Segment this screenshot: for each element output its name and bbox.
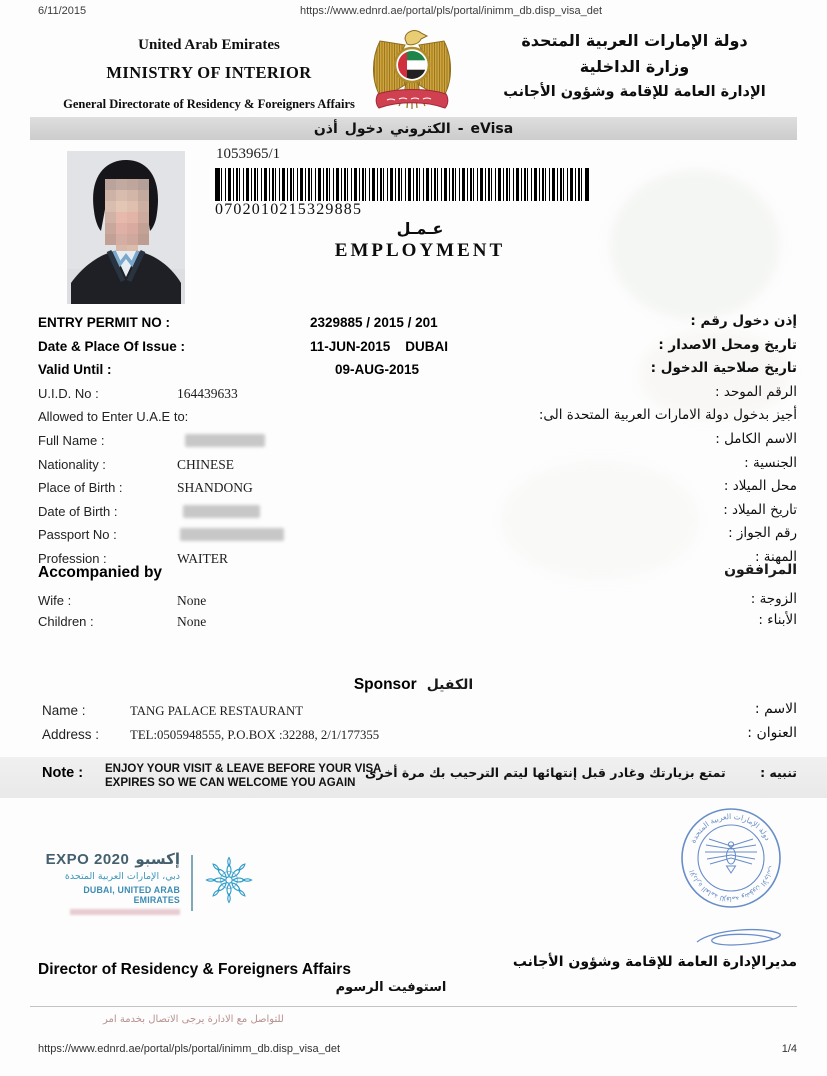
field-label-ar: تاريخ صلاحية الدخول : <box>650 360 797 377</box>
scan-bleed-artifact <box>610 170 780 320</box>
field-label-en: ENTRY PERMIT NO : <box>38 315 171 330</box>
field-value: TANG PALACE RESTAURANT <box>130 704 304 718</box>
field-label-ar: أجيز بدخول دولة الامارات العربية المتحدة الى: <box>538 407 797 424</box>
country-name-ar: دولة الإمارات العربية المتحدة <box>521 31 748 50</box>
section-title-en: Accompanied by <box>38 564 163 581</box>
director-signature-icon <box>693 924 785 955</box>
pixelated-face <box>105 179 149 255</box>
expo-faint-line <box>70 909 180 915</box>
field-value: None <box>177 613 207 629</box>
contact-note-ar: للتواصل مع الادارة يرجى الاتصال بخدمة امر <box>103 1014 284 1025</box>
field-label-en: U.I.D. No : <box>38 385 99 401</box>
fees-collected-ar: استوفيت الرسوم <box>335 980 447 995</box>
field-value: TEL:0505948555, P.O.BOX :32288, 2/1/177355 <box>130 727 380 742</box>
field-uid-no <box>0 383 827 407</box>
page-url-header: https://www.ednrd.ae/portal/pls/portal/inimm_db.disp_visa_det <box>300 5 603 17</box>
field-label-ar: العنوان : <box>747 724 797 741</box>
field-valid-until <box>0 359 827 383</box>
uae-falcon-emblem-icon <box>366 27 458 117</box>
note-line-1: ENJOY YOUR VISIT & LEAVE BEFORE YOUR VISA <box>105 763 382 775</box>
field-sponsor-address <box>0 724 827 748</box>
field-wife <box>0 590 827 611</box>
field-value: CHINESE <box>177 456 234 472</box>
ministry-name: MINISTRY OF INTERIOR <box>106 63 312 82</box>
section-title-ar: الكفيل <box>426 677 474 693</box>
letterhead-arabic <box>462 31 807 100</box>
director-title-ar: مديرالإدارة العامة للإقامة وشؤون الأجانب <box>512 954 797 970</box>
field-label-ar: الرقم الموحد : <box>715 383 797 400</box>
letterhead-english <box>50 37 368 112</box>
field-date-of-birth <box>0 501 827 525</box>
accompanied-section <box>0 562 827 631</box>
field-full-name <box>0 430 827 454</box>
field-value: 11-JUN-2015 DUBAI <box>310 338 449 354</box>
expo-subtitle-ar: دبي، الإمارات العربية المتحدة <box>64 871 180 882</box>
sponsor-section <box>0 676 827 747</box>
field-value: WAITER <box>177 550 228 566</box>
field-allowed-to-enter <box>0 406 827 430</box>
expo-2020-logo <box>35 850 254 915</box>
field-value: SHANDONG <box>177 480 253 496</box>
print-date: 6/11/2015 <box>38 5 87 17</box>
field-label-en: Nationality : <box>38 456 106 472</box>
field-sponsor-name <box>0 700 827 724</box>
field-label-ar: المهنة : <box>754 548 797 565</box>
field-label-en: Address : <box>42 726 100 742</box>
field-label-ar: تاريخ ومحل الاصدار : <box>658 336 797 353</box>
field-value: None <box>177 593 207 608</box>
field-children <box>0 611 827 632</box>
country-name: United Arab Emirates <box>138 37 280 53</box>
note-line-2: EXPIRES SO WE CAN WELCOME YOU AGAIN <box>105 776 356 789</box>
field-label-ar: الاسم الكامل : <box>715 430 797 447</box>
redacted-value <box>185 434 265 447</box>
field-label-ar: الأبناء : <box>758 611 797 628</box>
evisa-title-banner: أذن دخول الكتروني - eVisa <box>30 117 797 140</box>
ministry-name-ar: وزارة الداخلية <box>579 57 690 76</box>
expo-title-en: EXPO 2020 <box>45 851 130 868</box>
field-label-en: Wife : <box>38 593 72 608</box>
field-label-ar: الجنسية : <box>744 454 797 471</box>
expo-subtitle-en: DUBAI, UNITED ARAB EMIRATES <box>83 885 180 905</box>
field-label-en: Date of Birth : <box>38 503 118 519</box>
sponsor-title <box>0 676 827 700</box>
field-label-ar: تاريخ الميلاد : <box>723 501 797 518</box>
note-sentence-ar: تمتع بزيارتك وغادر قبل إنتهائها ليتم الترحيب بك مرة أخرى <box>365 765 726 780</box>
field-value: 164439633 <box>177 385 238 401</box>
field-label-en: Allowed to Enter U.A.E to: <box>38 409 189 425</box>
accompanied-title <box>0 562 827 590</box>
svg-text:دولة الإمارات العربية المتحدة: دولة الإمارات العربية المتحدة <box>688 811 773 845</box>
field-nationality <box>0 454 827 478</box>
field-entry-permit-no <box>0 312 827 336</box>
field-date-place-of-issue <box>0 336 827 360</box>
field-value: 2329885 / 2015 / 201 <box>310 315 438 330</box>
file-number: 1053965/1 <box>216 146 281 162</box>
expo-divider <box>191 855 193 911</box>
director-title-en: Director of Residency & Foreigners Affairs <box>38 961 351 978</box>
field-label-ar: الاسم : <box>754 701 797 717</box>
field-label-ar: رقم الجواز : <box>728 525 797 542</box>
footer-divider <box>30 1006 797 1007</box>
page-number: 1/4 <box>781 1043 797 1055</box>
field-label-en: Children : <box>38 613 94 629</box>
expo-rosette-icon <box>204 855 254 910</box>
visa-details <box>0 312 827 572</box>
expo-title-ar: إكسبو <box>135 850 180 868</box>
field-label-en: Valid Until : <box>38 362 112 378</box>
field-label-en: Profession : <box>38 550 107 566</box>
page-url-footer: https://www.ednrd.ae/portal/pls/portal/inimm_db.disp_visa_det <box>38 1043 341 1055</box>
note-text-en <box>105 763 382 790</box>
official-round-stamp-icon <box>679 806 783 915</box>
field-label-ar: الزوجة : <box>750 591 797 607</box>
note-label-ar: تنبيه : <box>760 765 797 780</box>
applicant-photo <box>67 151 185 304</box>
note-label: Note : <box>42 765 84 781</box>
directorate-name-ar: الإدارة العامة للإقامة وشؤون الأجانب <box>503 84 766 100</box>
directorate-name: General Directorate of Residency & Foreigners Affairs <box>63 97 355 111</box>
field-label-en: Place of Birth : <box>38 480 123 496</box>
visa-type: EMPLOYMENT <box>334 240 506 261</box>
field-value: 09-AUG-2015 <box>335 362 420 378</box>
note-text-ar <box>365 765 797 780</box>
section-title-ar: المرافقون <box>724 562 797 578</box>
code128-barcode-icon <box>215 168 589 201</box>
field-label-en: Name : <box>42 703 86 718</box>
field-passport-no <box>0 524 827 548</box>
field-label-ar: محل الميلاد : <box>723 478 797 495</box>
field-label-en: Passport No : <box>38 527 117 543</box>
expo-title <box>35 850 180 868</box>
svg-text:الإدارة العامة للإقامة وشؤون ا: الإدارة العامة للإقامة وشؤون الأجانب <box>688 864 776 904</box>
visa-type-arabic: عـمـل <box>396 219 444 238</box>
section-title-en: Sponsor <box>353 676 417 693</box>
field-label-en: Date & Place Of Issue : <box>38 338 186 354</box>
field-place-of-birth <box>0 477 827 501</box>
redacted-value <box>180 528 284 541</box>
redacted-value <box>183 505 260 518</box>
field-label-en: Full Name : <box>38 432 105 448</box>
expo-logo-text <box>35 850 180 915</box>
barcode-number: 0702010215329885 <box>215 201 363 218</box>
field-label-ar: إذن دخول رقم : <box>690 313 797 329</box>
